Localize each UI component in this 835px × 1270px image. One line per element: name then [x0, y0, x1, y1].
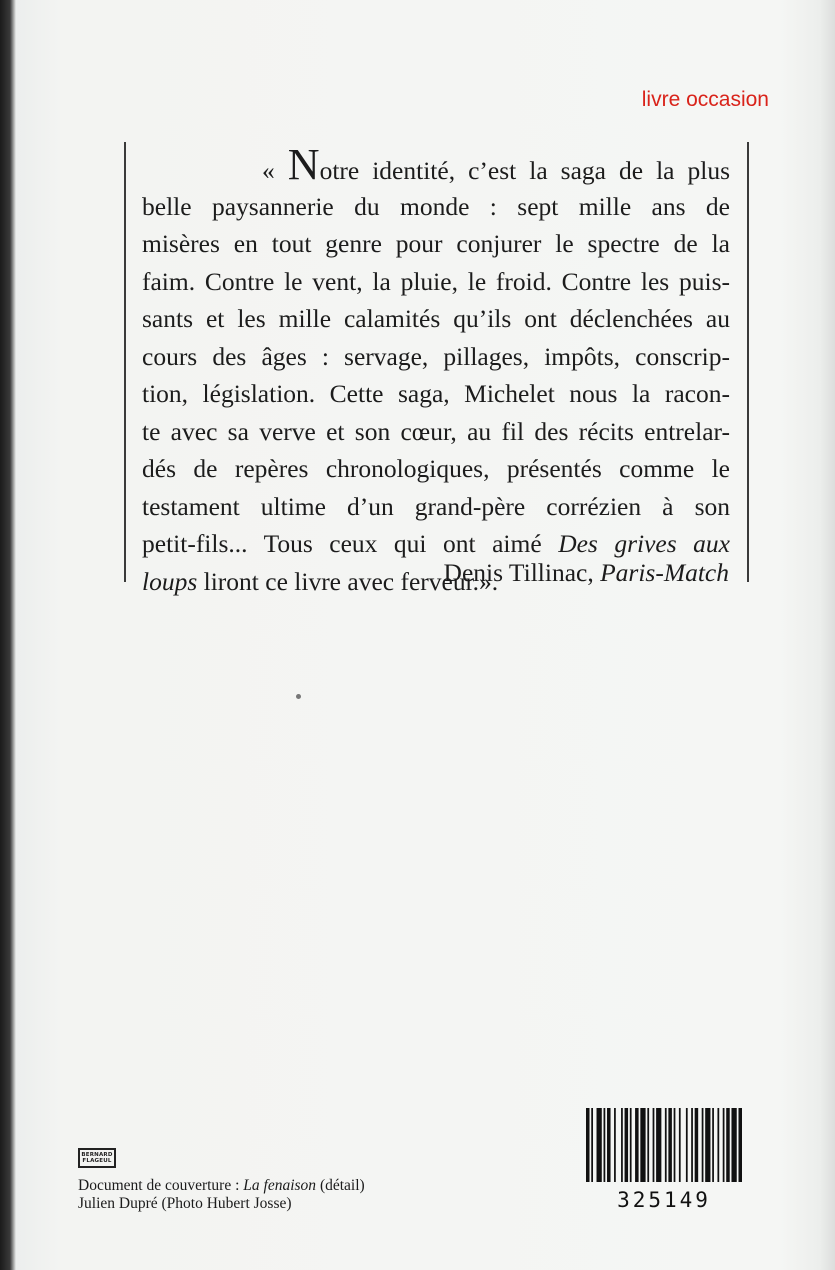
- barcode-bar: [738, 1108, 742, 1182]
- quote-line: [142, 263, 730, 301]
- right-vertical-rule: [747, 142, 749, 582]
- barcode-bar: [625, 1108, 629, 1182]
- quote-text: faim. Contre le vent, la pluie, le froid. Contre les puis-: [142, 266, 730, 296]
- quote-line: [142, 450, 730, 488]
- barcode-bar: [691, 1108, 693, 1182]
- attribution-source: Paris-Match: [600, 558, 729, 587]
- barcode-bar: [591, 1108, 593, 1182]
- quote-line: [142, 225, 730, 263]
- barcode-bar: [717, 1108, 719, 1182]
- attribution-author: Denis Tillinac,: [443, 558, 601, 587]
- quote-line: [142, 140, 731, 189]
- barcode-bar: [731, 1108, 736, 1182]
- quote-text: petit-fils... Tous ceux qui ont aimé: [142, 529, 559, 558]
- credits-prefix: Document de couverture :: [78, 1177, 244, 1194]
- barcode-bar: [665, 1108, 667, 1182]
- credits-line-1: [78, 1177, 365, 1195]
- cover-credits: [78, 1177, 365, 1213]
- barcode-number: 325149: [617, 1188, 711, 1212]
- barcode-bar: [712, 1108, 714, 1182]
- barcode-bar: [640, 1108, 645, 1182]
- quote-attribution: [444, 558, 729, 588]
- barcode-bar: [635, 1108, 639, 1182]
- barcode-bar: [674, 1108, 676, 1182]
- quote-text: belle paysannerie du monde : sept mille ans de: [142, 191, 730, 221]
- credits-suffix: (détail): [316, 1177, 365, 1194]
- drop-capital: N: [287, 140, 320, 189]
- quote-line: [142, 375, 730, 413]
- left-vertical-rule: [124, 142, 126, 582]
- barcode-bar: [586, 1108, 590, 1182]
- logo-line-2: FLAGEUL: [82, 1158, 112, 1164]
- quote-line: [142, 413, 730, 451]
- barcode-bar: [607, 1108, 611, 1182]
- quote-text: dés de repères chronologiques, présentés comme le: [142, 454, 730, 483]
- barcode-bar: [647, 1108, 649, 1182]
- quote-line: [142, 300, 730, 338]
- barcode-bar: [614, 1108, 616, 1182]
- barcode-bar: [723, 1108, 725, 1182]
- quote-text: tion, législation. Cette saga, Michelet nous la racon-: [142, 379, 730, 408]
- quote-line: [142, 488, 730, 526]
- barcode-bar: [695, 1108, 699, 1182]
- quote-text: cours des âges : servage, pillages, impôts, conscrip-: [142, 341, 730, 371]
- quote-text: sants et les mille calamités qu’ils ont déclenchées au: [142, 304, 730, 333]
- logo-line-1: BERNARD: [81, 1152, 113, 1158]
- barcode-bar: [630, 1108, 632, 1182]
- quote-text: otre identité, c’est la saga de la plus: [319, 156, 731, 185]
- barcode-bar: [705, 1108, 710, 1182]
- barcode-bar: [668, 1108, 672, 1182]
- barcode-bar: [653, 1108, 655, 1182]
- credits-line-2: Julien Dupré (Photo Hubert Josse): [78, 1195, 292, 1212]
- credits-artwork-title: La fenaison: [243, 1177, 317, 1194]
- barcode-bar: [656, 1108, 661, 1182]
- barcode-bar: [679, 1108, 681, 1182]
- barcode: [586, 1108, 742, 1182]
- used-book-stamp: livre occasion: [641, 88, 769, 111]
- print-speck: [296, 694, 301, 699]
- barcode-bar: [686, 1108, 688, 1182]
- publisher-logo: [78, 1148, 116, 1168]
- barcode-bar: [702, 1108, 704, 1182]
- barcode-bar: [597, 1108, 602, 1182]
- quote-line: [142, 525, 730, 563]
- barcode-bar: [621, 1108, 623, 1182]
- quote-line: [142, 338, 730, 376]
- review-quote: [142, 140, 731, 600]
- quote-text: te avec sa verve et son cœur, au fil des récits entrelar-: [142, 416, 730, 446]
- quote-line: [142, 188, 730, 226]
- quote-text: liront ce livre avec ferveur.».: [197, 566, 499, 596]
- barcode-bar: [604, 1108, 606, 1182]
- quote-italic-text: Des grives aux: [558, 529, 730, 558]
- quote-text: testament ultime d’un grand-père corrézien à son: [142, 491, 730, 521]
- barcode-bar: [726, 1108, 730, 1182]
- quote-italic-text: loups: [142, 566, 198, 596]
- quote-text: misères en tout genre pour conjurer le spectre de la: [142, 229, 730, 258]
- opening-guillemet: «: [262, 156, 288, 185]
